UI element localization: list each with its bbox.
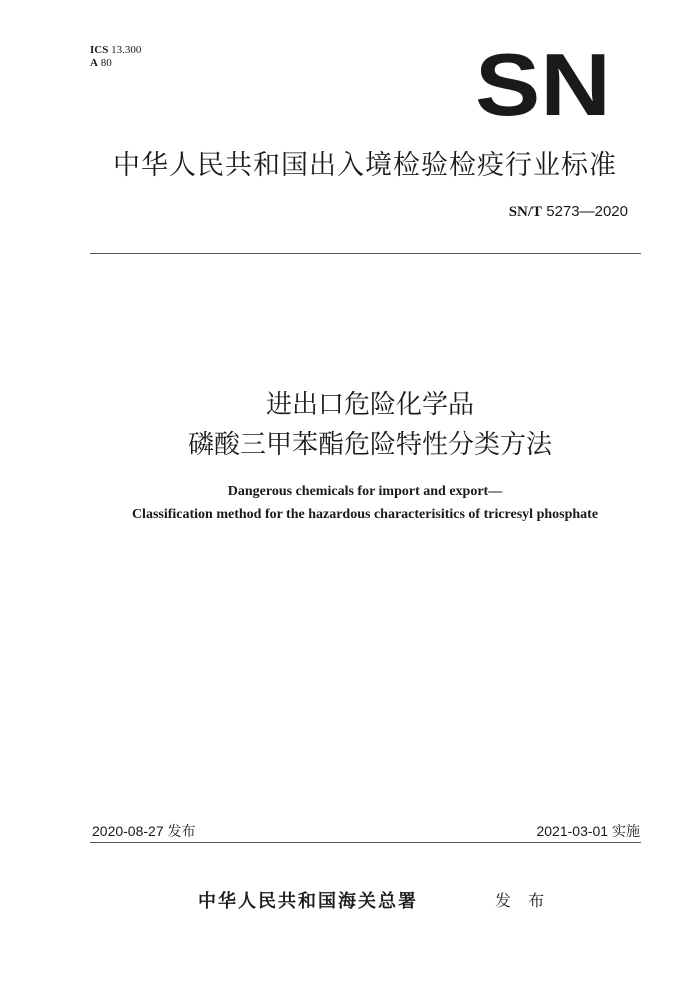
- release-date: [92, 821, 196, 841]
- organization-title: 中华人民共和国出入境检验检疫行业标准: [113, 150, 617, 181]
- title-en-line2: Classification method for the hazardous characterisitics of tricresyl phosphate: [131, 507, 599, 522]
- standard-number: [509, 203, 628, 221]
- release-date-value: 2020-08-27: [92, 823, 164, 839]
- bottom-divider: [90, 842, 641, 843]
- ccs-label: A: [90, 57, 98, 69]
- top-divider: [90, 253, 641, 254]
- standard-code: 5273—2020: [546, 203, 628, 220]
- ccs-line: [90, 57, 141, 70]
- title-en-line1: Dangerous chemicals for import and export—: [227, 484, 503, 499]
- ics-classification: [90, 44, 141, 70]
- issuer-name: 中华人民共和国海关总署: [198, 891, 418, 912]
- title-cn-line2: 磷酸三甲苯酯危险特性分类方法: [187, 430, 552, 460]
- implement-date: [536, 821, 640, 841]
- ccs-code: 80: [100, 57, 112, 69]
- implement-date-value: 2021-03-01: [536, 823, 609, 839]
- ics-code: 13.300: [111, 44, 142, 56]
- implement-label: 实施: [612, 824, 640, 840]
- issuer-action: 发 布: [495, 891, 551, 910]
- release-label: 发布: [167, 824, 196, 840]
- standard-prefix: SN/T: [508, 204, 543, 220]
- sn-logo: [474, 49, 612, 119]
- ics-label: ICS: [90, 44, 109, 56]
- title-cn-line1: 进出口危险化学品: [265, 390, 474, 420]
- ics-line: [90, 44, 141, 57]
- sn-logo-text: SN: [475, 49, 611, 119]
